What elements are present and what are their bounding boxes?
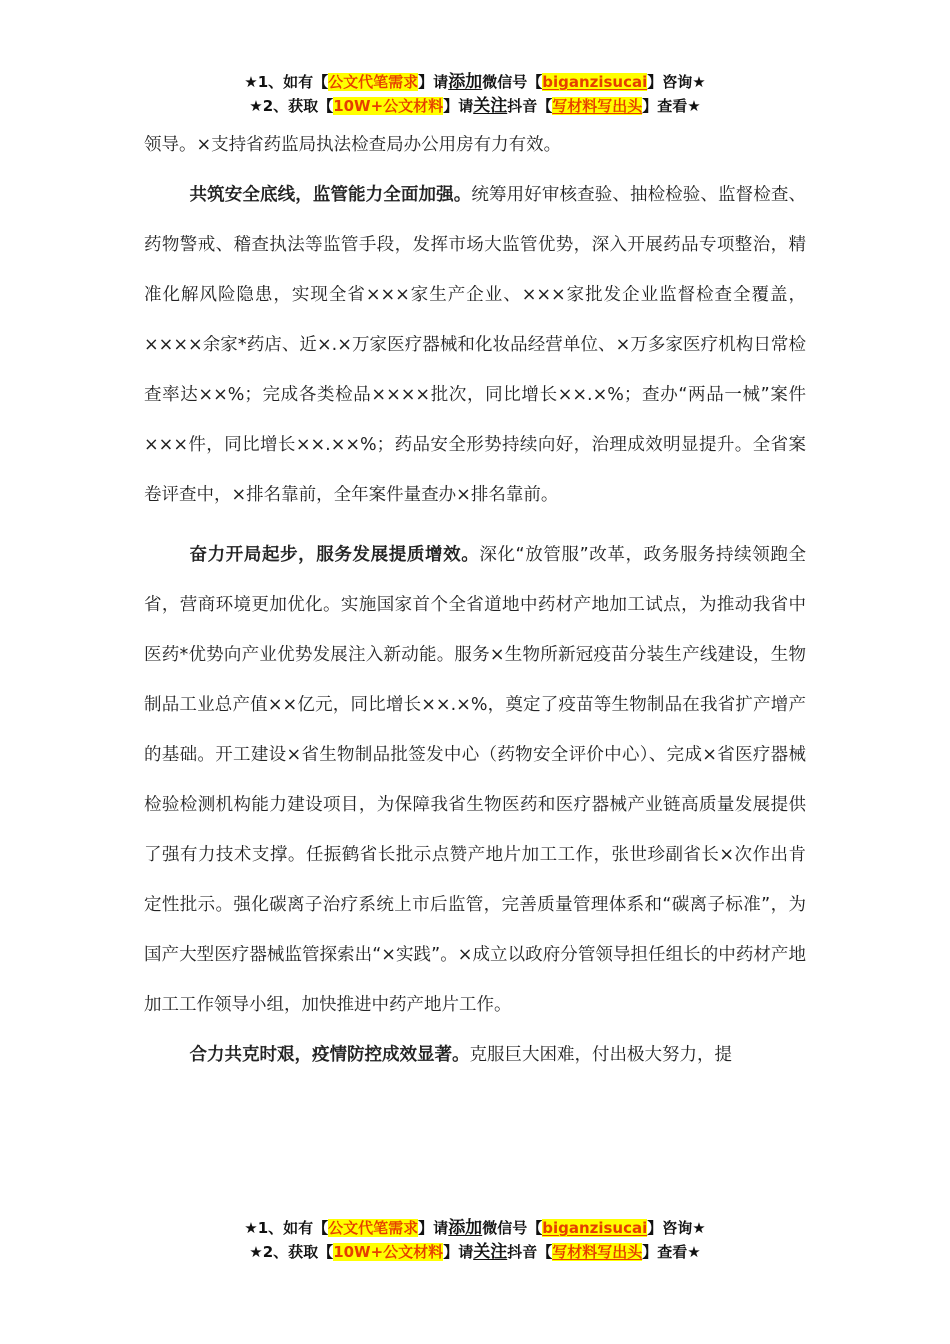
banner-text: 1、如有【 (257, 1219, 329, 1237)
paragraph-2-heading: 奋力开局起步，服务发展提质增效。 (189, 545, 480, 565)
highlight-douyin-id: 写材料写出头 (552, 97, 643, 115)
banner-text: 】请 (443, 97, 474, 115)
banner-text: 】请 (418, 73, 449, 91)
star-icon: ★ (244, 73, 258, 91)
highlight-douyin-id: 写材料写出头 (552, 1243, 643, 1261)
banner-text: 抖音【 (507, 97, 553, 115)
highlight-materials: 10W+公文材料 (333, 1243, 444, 1261)
emphasis-follow: 关注 (473, 1242, 508, 1262)
paragraph-2-text: 深化“放管服”改革，政务服务持续领跑全省，营商环境更加优化。实施国家首个全省道地中药材产地加工试点，为推动我省中医药*优势向产业优势发展注入新动能。服务×生物所新冠疫苗分装生产线建设，生物制品工业总产值××亿元，同比增长××.×%，奠定了疫苗等生物制品在我省扩产增产的基础。开工建设×省生物制品批签发中心（药物安全评价中心）、完成×省医疗器械检验检测机构能力建设项目，为保障我省生物医药和医疗器械产业链高质量发展提供了强有力技术支撑。任振鹤省长批示点赞产地片加工工作，张世珍副省长×次作出肯定性批示。强化碳离子治疗系统上市后监管，完善质量管理体系和“碳离子标准”，为国产大型医疗器械监管探索出“×实践”。×成立以政府分管领导担任组长的中药材产地加工工作领导小组，加快推进中药产地片工作。 (144, 545, 807, 1015)
paragraph-3-heading: 合力共克时艰，疫情防控成效显著。 (189, 1045, 470, 1065)
highlight-service: 公文代笔需求 (328, 1219, 419, 1237)
star-icon: ★ (249, 97, 263, 115)
paragraph-0: 领导。×支持省药监局执法检查局办公用房有力有效。 (144, 135, 562, 155)
header-banner (0, 70, 950, 118)
banner-line-1 (0, 1216, 950, 1240)
highlight-wechat-id: biganzisucai (542, 73, 648, 91)
star-icon: ★ (244, 1219, 258, 1237)
paragraph-1-text: 统筹用好审核查验、抽检检验、监督检查、药物警戒、稽查执法等监管手段，发挥市场大监管优势，深入开展药品专项整治，精准化解风险隐患，实现全省×××家生产企业、×××家批发企业监督检查全覆盖，××××余家*药店、近×.×万家医疗器械和化妆品经营单位、×万多家医疗机构日常检查率达××%；完成各类检品××××批次，同比增长××.×%；查办“两品一械”案件×××件，同比增长××.××%；药品安全形势持续向好，治理成效明显提升。全省案卷评查中，×排名靠前，全年案件量查办×排名靠前。 (144, 185, 807, 505)
emphasis-follow: 关注 (473, 96, 508, 116)
banner-text: 】咨询★ (647, 1219, 706, 1237)
star-icon: ★ (249, 1243, 263, 1261)
banner-line-2 (0, 94, 950, 118)
emphasis-add: 添加 (448, 1218, 483, 1238)
emphasis-add: 添加 (448, 72, 483, 92)
banner-text: 抖音【 (507, 1243, 553, 1261)
highlight-service: 公文代笔需求 (328, 73, 419, 91)
paragraph-2 (144, 530, 806, 1030)
banner-text: 】请 (418, 1219, 449, 1237)
banner-text: 2、获取【 (262, 1243, 334, 1261)
paragraph-3-text: 克服巨大困难，付出极大努力，提 (469, 1045, 732, 1065)
banner-text: 1、如有【 (257, 73, 329, 91)
banner-text: 微信号【 (482, 73, 543, 91)
banner-text: 】咨询★ (647, 73, 706, 91)
banner-text: 】查看★ (642, 1243, 701, 1261)
banner-line-2 (0, 1240, 950, 1264)
paragraph-3 (144, 1030, 806, 1080)
footer-banner (0, 1216, 950, 1264)
banner-line-1 (0, 70, 950, 94)
document-body (144, 120, 806, 1080)
highlight-materials: 10W+公文材料 (333, 97, 444, 115)
banner-text: 微信号【 (482, 1219, 543, 1237)
paragraph-1-heading: 共筑安全底线，监管能力全面加强。 (189, 185, 472, 205)
highlight-wechat-id: biganzisucai (542, 1219, 648, 1237)
banner-text: 】查看★ (642, 97, 701, 115)
banner-text: 】请 (443, 1243, 474, 1261)
banner-text: 2、获取【 (262, 97, 334, 115)
paragraph-1 (144, 170, 806, 520)
